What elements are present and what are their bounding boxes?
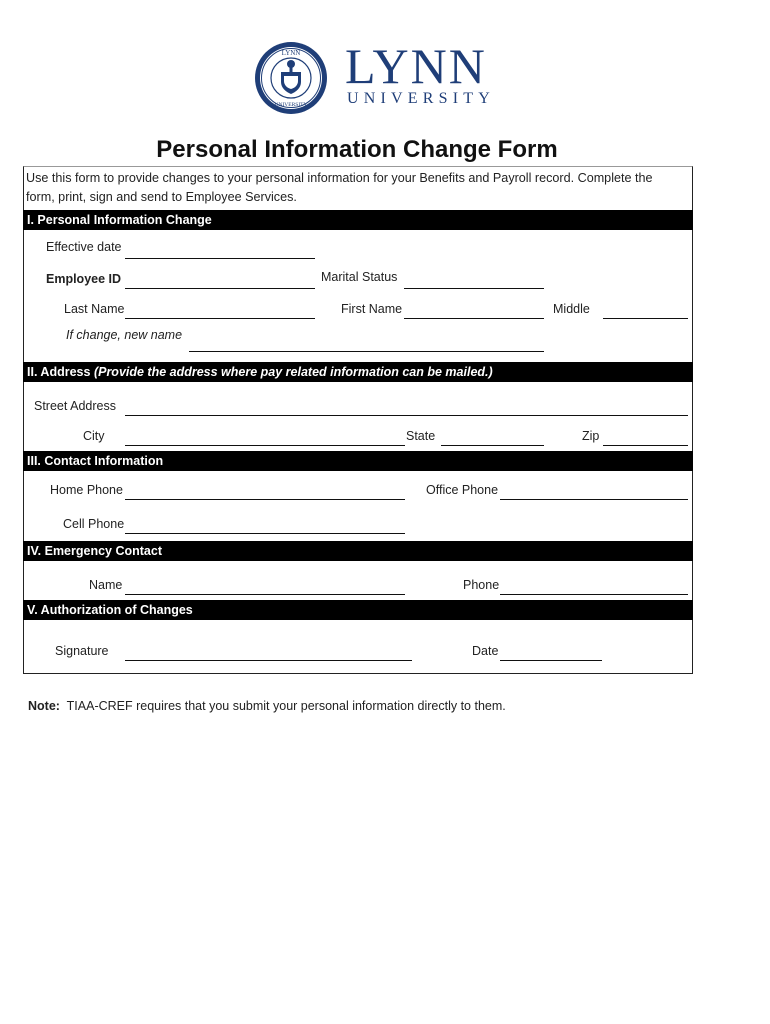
home-phone-field[interactable] — [125, 499, 405, 500]
brand-text — [345, 40, 495, 108]
cell-phone-label: Cell Phone — [63, 517, 125, 531]
section-contact-header: III. Contact Information — [23, 451, 693, 471]
employee-id-label: Employee ID — [46, 272, 122, 286]
date-label: Date — [472, 644, 499, 658]
section-authorization-header: V. Authorization of Changes — [23, 600, 693, 620]
marital-status-field[interactable] — [404, 288, 544, 289]
employee-id-field[interactable] — [125, 288, 315, 289]
middle-field[interactable] — [603, 318, 688, 319]
emergency-name-label: Name — [89, 578, 123, 592]
emergency-phone-field[interactable] — [500, 594, 688, 595]
office-phone-field[interactable] — [500, 499, 688, 500]
footnote — [28, 699, 506, 713]
street-address-field[interactable] — [125, 415, 688, 416]
intro-line-2: form, print, sign and send to Employee Services. — [26, 190, 297, 204]
first-name-label: First Name — [341, 302, 403, 316]
intro-text — [26, 169, 690, 207]
intro-line-1: Use this form to provide changes to your personal information for your Benefits and Payroll record. Complete the — [26, 171, 653, 185]
zip-label: Zip — [582, 429, 600, 443]
emergency-name-field[interactable] — [125, 594, 405, 595]
signature-label: Signature — [55, 644, 109, 658]
svg-text:LYNN: LYNN — [281, 49, 301, 57]
new-name-label: If change, new name — [66, 328, 183, 342]
new-name-field[interactable] — [189, 351, 544, 352]
section-emergency-header: IV. Emergency Contact — [23, 541, 693, 561]
zip-field[interactable] — [603, 445, 688, 446]
section-personal-header: I. Personal Information Change — [23, 210, 693, 230]
emergency-phone-label: Phone — [463, 578, 500, 592]
city-field[interactable] — [125, 445, 405, 446]
section-address-note: (Provide the address where pay related information can be mailed.) — [93, 365, 493, 379]
state-label: State — [406, 429, 436, 443]
middle-label: Middle — [553, 302, 590, 316]
home-phone-label: Home Phone — [50, 483, 123, 497]
form-box — [23, 166, 693, 674]
last-name-label: Last Name — [64, 302, 125, 316]
last-name-field[interactable] — [125, 318, 315, 319]
state-field[interactable] — [441, 445, 544, 446]
city-label: City — [83, 429, 105, 443]
brand-name: LYNN — [345, 38, 487, 94]
brand-subtitle: UNIVERSITY — [347, 90, 495, 107]
street-address-label: Street Address — [34, 399, 116, 413]
cell-phone-field[interactable] — [125, 533, 405, 534]
section-address-title: II. Address — [27, 365, 91, 379]
svg-text:UNIVERSITY: UNIVERSITY — [274, 102, 308, 108]
section-address-header — [23, 362, 693, 382]
office-phone-label: Office Phone — [426, 483, 499, 497]
footnote-label: Note: — [28, 699, 60, 713]
marital-status-label: Marital Status — [321, 270, 398, 284]
effective-date-field[interactable] — [125, 258, 315, 259]
form-title: Personal Information Change Form — [156, 136, 558, 163]
footnote-text: TIAA-CREF requires that you submit your personal information directly to them. — [59, 699, 506, 713]
first-name-field[interactable] — [404, 318, 544, 319]
effective-date-label: Effective date — [46, 240, 122, 254]
date-field[interactable] — [500, 660, 602, 661]
university-logo — [253, 40, 515, 114]
signature-field[interactable] — [125, 660, 412, 661]
university-seal-icon — [253, 40, 329, 116]
